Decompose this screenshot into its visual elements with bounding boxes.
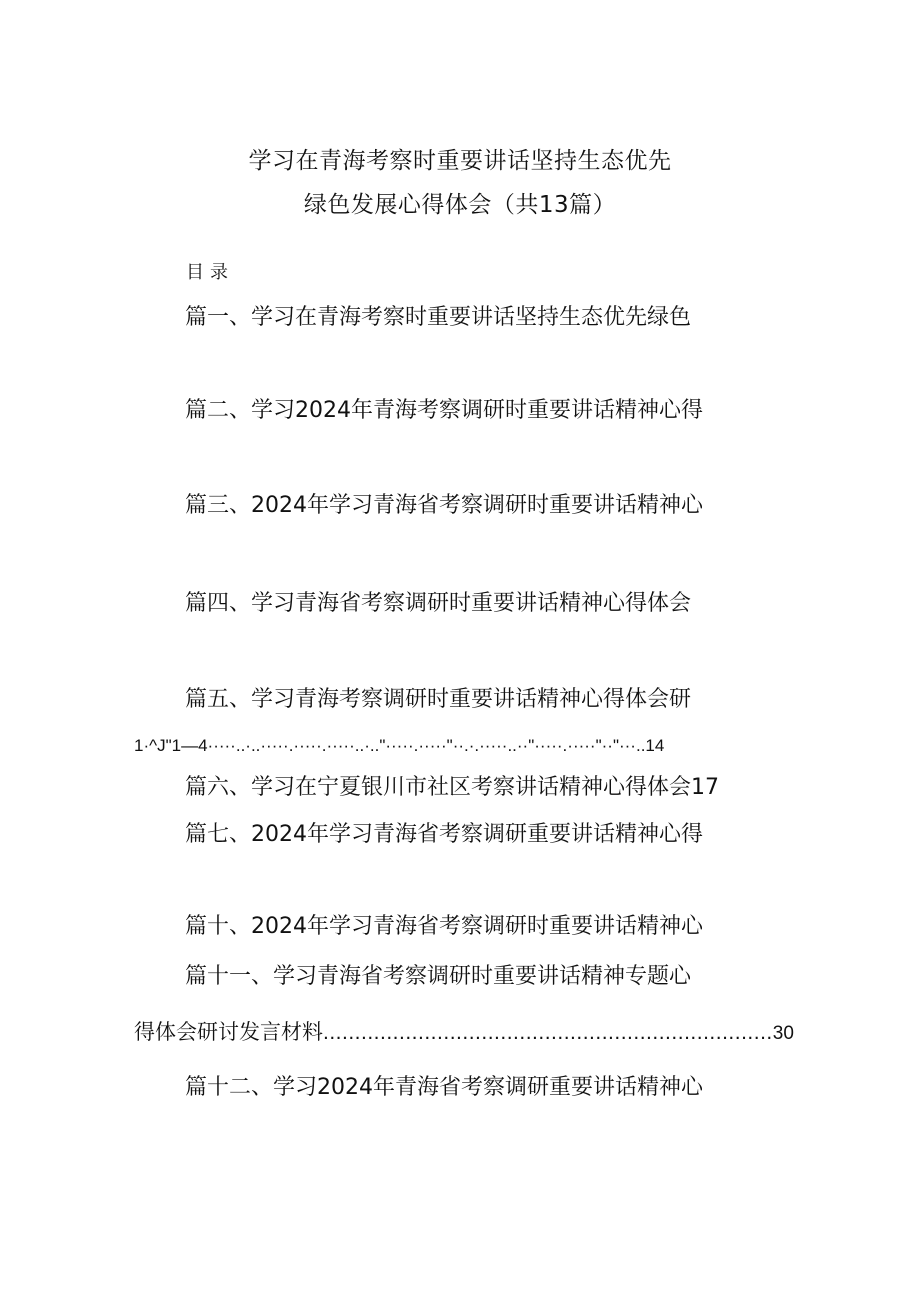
toc-entry-11: 篇十一、学习青海省考察调研时重要讲话精神专题心 xyxy=(185,964,692,989)
document-title-line-1: 学习在青海考察时重要讲话坚持生态优先 xyxy=(248,148,672,174)
toc-page-number: 30 xyxy=(772,1023,794,1044)
toc-entry-11-continuation xyxy=(134,1017,794,1049)
toc-entry-7: 篇七、2024年学习青海省考察调研重要讲话精神心得 xyxy=(185,822,703,847)
toc-entry-6: 篇六、学习在宁夏银川市社区考察讲话精神心得体会17 xyxy=(185,775,719,800)
document-title-line-2: 绿色发展心得体会（共13篇） xyxy=(303,192,617,218)
toc-entry-12: 篇十二、学习2024年青海省考察调研重要讲话精神心 xyxy=(185,1075,703,1100)
toc-heading: 目录 xyxy=(186,262,234,283)
toc-entry-10: 篇十、2024年学习青海省考察调研时重要讲话精神心 xyxy=(185,914,703,939)
toc-entry-5-leader: 1·^J"1—4·····..·..·····.·····.·····..·.."·····.·····"··.·.·····..··"·····.·····"··"···..14 xyxy=(134,736,665,755)
toc-entry-5: 篇五、学习青海考察调研时重要讲话精神心得体会研 xyxy=(185,687,692,712)
toc-entry-1: 篇一、学习在青海考察时重要讲话坚持生态优先绿色 xyxy=(185,305,692,330)
toc-entry-4: 篇四、学习青海省考察调研时重要讲话精神心得体会 xyxy=(185,591,692,616)
toc-entry-3: 篇三、2024年学习青海省考察调研时重要讲话精神心 xyxy=(185,493,703,518)
toc-leader-dots: ....................................................................... xyxy=(323,1021,773,1044)
toc-entry-11-continuation-text: 得体会研讨发言材料 xyxy=(134,1020,323,1044)
toc-entry-2: 篇二、学习2024年青海考察调研时重要讲话精神心得 xyxy=(185,398,703,423)
